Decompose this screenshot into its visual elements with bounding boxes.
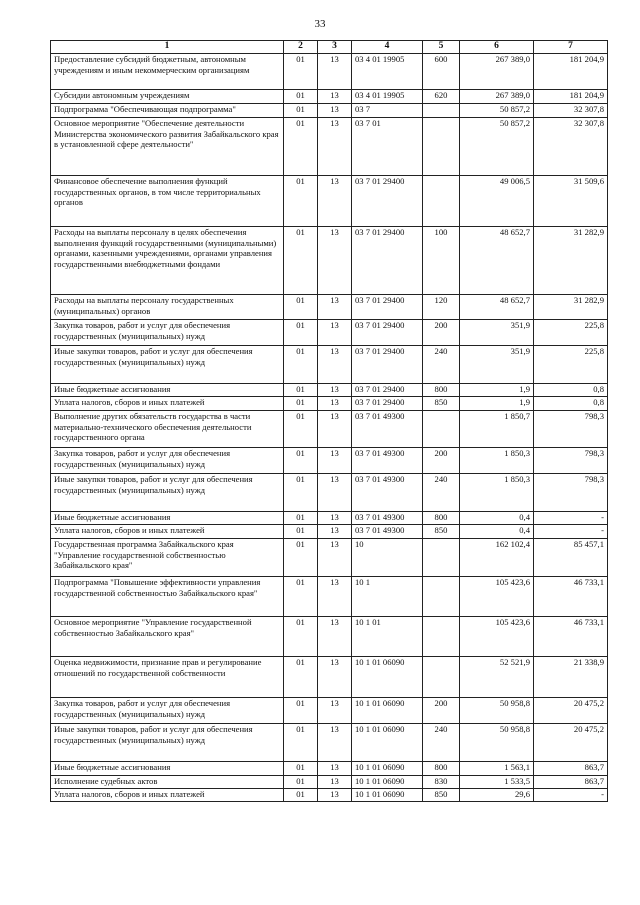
row-subsection: 13 <box>318 448 352 474</box>
row-amount-plan: 50 857,2 <box>460 104 534 118</box>
row-expense-type: 600 <box>423 54 460 90</box>
table-row <box>51 762 608 776</box>
row-target-code: 10 1 01 06090 <box>352 762 423 776</box>
row-section: 01 <box>284 320 318 346</box>
row-subsection: 13 <box>318 724 352 762</box>
table-row <box>51 724 608 762</box>
row-section: 01 <box>284 512 318 525</box>
row-amount-plan: 48 652,7 <box>460 227 534 295</box>
row-section: 01 <box>284 657 318 698</box>
row-amount-plan: 267 389,0 <box>460 54 534 90</box>
row-section: 01 <box>284 384 318 397</box>
row-section: 01 <box>284 474 318 512</box>
row-expense-type <box>423 104 460 118</box>
row-subsection: 13 <box>318 176 352 227</box>
row-target-code: 03 7 01 29400 <box>352 346 423 384</box>
row-amount-actual: 181 204,9 <box>534 90 608 104</box>
header-col-2: 2 <box>284 41 318 54</box>
row-amount-plan: 1 850,3 <box>460 474 534 512</box>
row-name: Оценка недвижимости, признание прав и регулирование отношений по государственной собственности <box>51 657 284 698</box>
table-row <box>51 90 608 104</box>
row-amount-plan: 1 533,5 <box>460 776 534 789</box>
row-amount-actual: 32 307,8 <box>534 104 608 118</box>
row-expense-type: 200 <box>423 320 460 346</box>
row-subsection: 13 <box>318 512 352 525</box>
header-row <box>51 41 608 54</box>
row-amount-actual: 798,3 <box>534 448 608 474</box>
row-expense-type <box>423 539 460 577</box>
table-row <box>51 577 608 617</box>
row-subsection: 13 <box>318 54 352 90</box>
row-amount-plan: 1,9 <box>460 397 534 411</box>
row-expense-type <box>423 118 460 176</box>
row-expense-type: 240 <box>423 724 460 762</box>
row-subsection: 13 <box>318 474 352 512</box>
row-section: 01 <box>284 90 318 104</box>
row-target-code: 03 7 01 49300 <box>352 411 423 448</box>
row-subsection: 13 <box>318 776 352 789</box>
table-row <box>51 657 608 698</box>
row-expense-type <box>423 176 460 227</box>
table-row <box>51 789 608 802</box>
table-row <box>51 776 608 789</box>
row-subsection: 13 <box>318 657 352 698</box>
row-target-code: 10 1 01 06090 <box>352 776 423 789</box>
row-target-code: 03 7 01 29400 <box>352 384 423 397</box>
row-expense-type: 120 <box>423 295 460 320</box>
row-section: 01 <box>284 397 318 411</box>
table-row <box>51 346 608 384</box>
table-row <box>51 512 608 525</box>
table-row <box>51 397 608 411</box>
row-amount-plan: 1 850,7 <box>460 411 534 448</box>
row-section: 01 <box>284 539 318 577</box>
row-target-code: 03 7 01 29400 <box>352 176 423 227</box>
row-expense-type: 240 <box>423 474 460 512</box>
row-expense-type: 800 <box>423 762 460 776</box>
row-expense-type: 850 <box>423 397 460 411</box>
row-section: 01 <box>284 295 318 320</box>
row-amount-actual: 798,3 <box>534 411 608 448</box>
row-section: 01 <box>284 762 318 776</box>
row-amount-actual: - <box>534 525 608 539</box>
row-expense-type: 850 <box>423 789 460 802</box>
row-name: Подпрограмма "Повышение эффективности управления государственной собственностью Забайкальского края" <box>51 577 284 617</box>
row-target-code: 03 7 01 49300 <box>352 512 423 525</box>
row-name: Предоставление субсидий бюджетным, автономным учреждениям и иным некоммерческим организациям <box>51 54 284 90</box>
table-row <box>51 176 608 227</box>
row-amount-plan: 105 423,6 <box>460 577 534 617</box>
row-target-code: 03 7 <box>352 104 423 118</box>
row-amount-plan: 50 958,8 <box>460 698 534 724</box>
row-section: 01 <box>284 346 318 384</box>
row-amount-actual: 46 733,1 <box>534 617 608 657</box>
row-amount-actual: 181 204,9 <box>534 54 608 90</box>
row-target-code: 03 4 01 19905 <box>352 54 423 90</box>
row-subsection: 13 <box>318 617 352 657</box>
page-number: 33 <box>314 18 326 30</box>
table-row <box>51 698 608 724</box>
table-row <box>51 320 608 346</box>
row-amount-plan: 162 102,4 <box>460 539 534 577</box>
row-amount-actual: 46 733,1 <box>534 577 608 617</box>
row-amount-plan: 50 857,2 <box>460 118 534 176</box>
row-expense-type <box>423 411 460 448</box>
row-expense-type: 200 <box>423 448 460 474</box>
row-expense-type: 240 <box>423 346 460 384</box>
row-amount-actual: 863,7 <box>534 762 608 776</box>
row-amount-actual: 863,7 <box>534 776 608 789</box>
row-amount-actual: 20 475,2 <box>534 724 608 762</box>
row-section: 01 <box>284 525 318 539</box>
row-subsection: 13 <box>318 320 352 346</box>
table-row <box>51 448 608 474</box>
row-amount-plan: 1,9 <box>460 384 534 397</box>
row-amount-plan: 29,6 <box>460 789 534 802</box>
row-amount-plan: 351,9 <box>460 346 534 384</box>
row-section: 01 <box>284 776 318 789</box>
row-subsection: 13 <box>318 577 352 617</box>
table-row <box>51 118 608 176</box>
row-expense-type: 850 <box>423 525 460 539</box>
row-name: Выполнение других обязательств государства в части материально-технического обеспечения деятельности государственного органа <box>51 411 284 448</box>
row-target-code: 03 7 01 29400 <box>352 397 423 411</box>
row-subsection: 13 <box>318 90 352 104</box>
header-col-7: 7 <box>534 41 608 54</box>
row-target-code: 03 7 01 <box>352 118 423 176</box>
table-row <box>51 384 608 397</box>
row-amount-plan: 105 423,6 <box>460 617 534 657</box>
row-name: Субсидии автономным учреждениям <box>51 90 284 104</box>
row-subsection: 13 <box>318 698 352 724</box>
row-amount-actual: 798,3 <box>534 474 608 512</box>
row-name: Расходы на выплаты персоналу государственных (муниципальных) органов <box>51 295 284 320</box>
row-name: Закупка товаров, работ и услуг для обеспечения государственных (муниципальных) нужд <box>51 698 284 724</box>
row-expense-type: 800 <box>423 512 460 525</box>
row-section: 01 <box>284 724 318 762</box>
row-section: 01 <box>284 54 318 90</box>
table-row <box>51 104 608 118</box>
row-subsection: 13 <box>318 397 352 411</box>
row-target-code: 03 7 01 29400 <box>352 227 423 295</box>
row-expense-type <box>423 617 460 657</box>
table-row <box>51 227 608 295</box>
row-name: Закупка товаров, работ и услуг для обеспечения государственных (муниципальных) нужд <box>51 448 284 474</box>
row-section: 01 <box>284 411 318 448</box>
row-target-code: 03 7 01 49300 <box>352 448 423 474</box>
header-col-4: 4 <box>352 41 423 54</box>
row-name: Уплата налогов, сборов и иных платежей <box>51 397 284 411</box>
row-name: Основное мероприятие "Обеспечение деятельности Министерства экономического развития Забайкальского края в установленной сфере деятельности" <box>51 118 284 176</box>
row-target-code: 10 1 01 06090 <box>352 698 423 724</box>
row-name: Государственная программа Забайкальского края "Управление государственной собственностью Забайкальского края" <box>51 539 284 577</box>
row-section: 01 <box>284 118 318 176</box>
row-section: 01 <box>284 789 318 802</box>
header-col-5: 5 <box>423 41 460 54</box>
row-amount-plan: 0,4 <box>460 512 534 525</box>
row-name: Финансовое обеспечение выполнения функций государственных органов, в том числе территориальных органов <box>51 176 284 227</box>
table-row <box>51 295 608 320</box>
row-subsection: 13 <box>318 539 352 577</box>
row-target-code: 10 1 01 06090 <box>352 724 423 762</box>
row-amount-actual: 21 338,9 <box>534 657 608 698</box>
row-amount-plan: 49 006,5 <box>460 176 534 227</box>
row-name: Подпрограмма "Обеспечивающая подпрограмма" <box>51 104 284 118</box>
row-amount-plan: 0,4 <box>460 525 534 539</box>
table-row <box>51 411 608 448</box>
row-subsection: 13 <box>318 789 352 802</box>
row-expense-type: 200 <box>423 698 460 724</box>
table-row <box>51 617 608 657</box>
table-row <box>51 539 608 577</box>
header-col-1: 1 <box>51 41 284 54</box>
row-amount-actual: 0,8 <box>534 397 608 411</box>
row-subsection: 13 <box>318 384 352 397</box>
row-subsection: 13 <box>318 346 352 384</box>
row-amount-actual: 31 282,9 <box>534 295 608 320</box>
row-target-code: 03 4 01 19905 <box>352 90 423 104</box>
row-amount-actual: 31 509,6 <box>534 176 608 227</box>
row-amount-plan: 1 563,1 <box>460 762 534 776</box>
row-amount-plan: 267 389,0 <box>460 90 534 104</box>
row-target-code: 10 1 01 06090 <box>352 657 423 698</box>
row-amount-actual: 85 457,1 <box>534 539 608 577</box>
table-row <box>51 54 608 90</box>
row-section: 01 <box>284 176 318 227</box>
row-section: 01 <box>284 448 318 474</box>
row-name: Иные закупки товаров, работ и услуг для обеспечения государственных (муниципальных) нужд <box>51 724 284 762</box>
row-amount-plan: 48 652,7 <box>460 295 534 320</box>
row-target-code: 10 1 01 <box>352 617 423 657</box>
budget-table <box>50 40 608 802</box>
row-target-code: 03 7 01 49300 <box>352 525 423 539</box>
row-name: Иные закупки товаров, работ и услуг для обеспечения государственных (муниципальных) нужд <box>51 346 284 384</box>
table-row <box>51 525 608 539</box>
row-name: Основное мероприятие "Управление государственной собственностью Забайкальского края" <box>51 617 284 657</box>
row-name: Иные бюджетные ассигнования <box>51 512 284 525</box>
row-section: 01 <box>284 227 318 295</box>
row-name: Уплата налогов, сборов и иных платежей <box>51 789 284 802</box>
row-expense-type <box>423 577 460 617</box>
row-subsection: 13 <box>318 227 352 295</box>
row-name: Закупка товаров, работ и услуг для обеспечения государственных (муниципальных) нужд <box>51 320 284 346</box>
row-subsection: 13 <box>318 762 352 776</box>
row-subsection: 13 <box>318 525 352 539</box>
row-section: 01 <box>284 577 318 617</box>
row-name: Иные бюджетные ассигнования <box>51 384 284 397</box>
row-target-code: 10 1 <box>352 577 423 617</box>
row-expense-type: 830 <box>423 776 460 789</box>
row-name: Расходы на выплаты персоналу в целях обеспечения выполнения функций государственными (муниципальными) органами, казенными учреждениями, органами управления государственными внебюджетными фондами <box>51 227 284 295</box>
row-subsection: 13 <box>318 104 352 118</box>
row-amount-actual: 225,8 <box>534 320 608 346</box>
header-col-6: 6 <box>460 41 534 54</box>
row-amount-actual: 20 475,2 <box>534 698 608 724</box>
row-target-code: 10 1 01 06090 <box>352 789 423 802</box>
row-amount-actual: 32 307,8 <box>534 118 608 176</box>
row-section: 01 <box>284 617 318 657</box>
row-target-code: 10 <box>352 539 423 577</box>
row-name: Иные бюджетные ассигнования <box>51 762 284 776</box>
row-target-code: 03 7 01 29400 <box>352 295 423 320</box>
row-amount-plan: 50 958,8 <box>460 724 534 762</box>
row-amount-actual: 225,8 <box>534 346 608 384</box>
row-amount-actual: - <box>534 789 608 802</box>
row-expense-type: 100 <box>423 227 460 295</box>
row-target-code: 03 7 01 49300 <box>352 474 423 512</box>
row-name: Иные закупки товаров, работ и услуг для обеспечения государственных (муниципальных) нужд <box>51 474 284 512</box>
table-body <box>51 54 608 802</box>
row-subsection: 13 <box>318 411 352 448</box>
row-amount-plan: 351,9 <box>460 320 534 346</box>
row-amount-plan: 1 850,3 <box>460 448 534 474</box>
row-subsection: 13 <box>318 118 352 176</box>
row-expense-type <box>423 657 460 698</box>
table-row <box>51 474 608 512</box>
row-expense-type: 620 <box>423 90 460 104</box>
row-section: 01 <box>284 104 318 118</box>
row-target-code: 03 7 01 29400 <box>352 320 423 346</box>
row-section: 01 <box>284 698 318 724</box>
row-name: Уплата налогов, сборов и иных платежей <box>51 525 284 539</box>
header-col-3: 3 <box>318 41 352 54</box>
row-amount-actual: - <box>534 512 608 525</box>
row-amount-actual: 0,8 <box>534 384 608 397</box>
row-expense-type: 800 <box>423 384 460 397</box>
row-amount-plan: 52 521,9 <box>460 657 534 698</box>
row-name: Исполнение судебных актов <box>51 776 284 789</box>
row-subsection: 13 <box>318 295 352 320</box>
row-amount-actual: 31 282,9 <box>534 227 608 295</box>
